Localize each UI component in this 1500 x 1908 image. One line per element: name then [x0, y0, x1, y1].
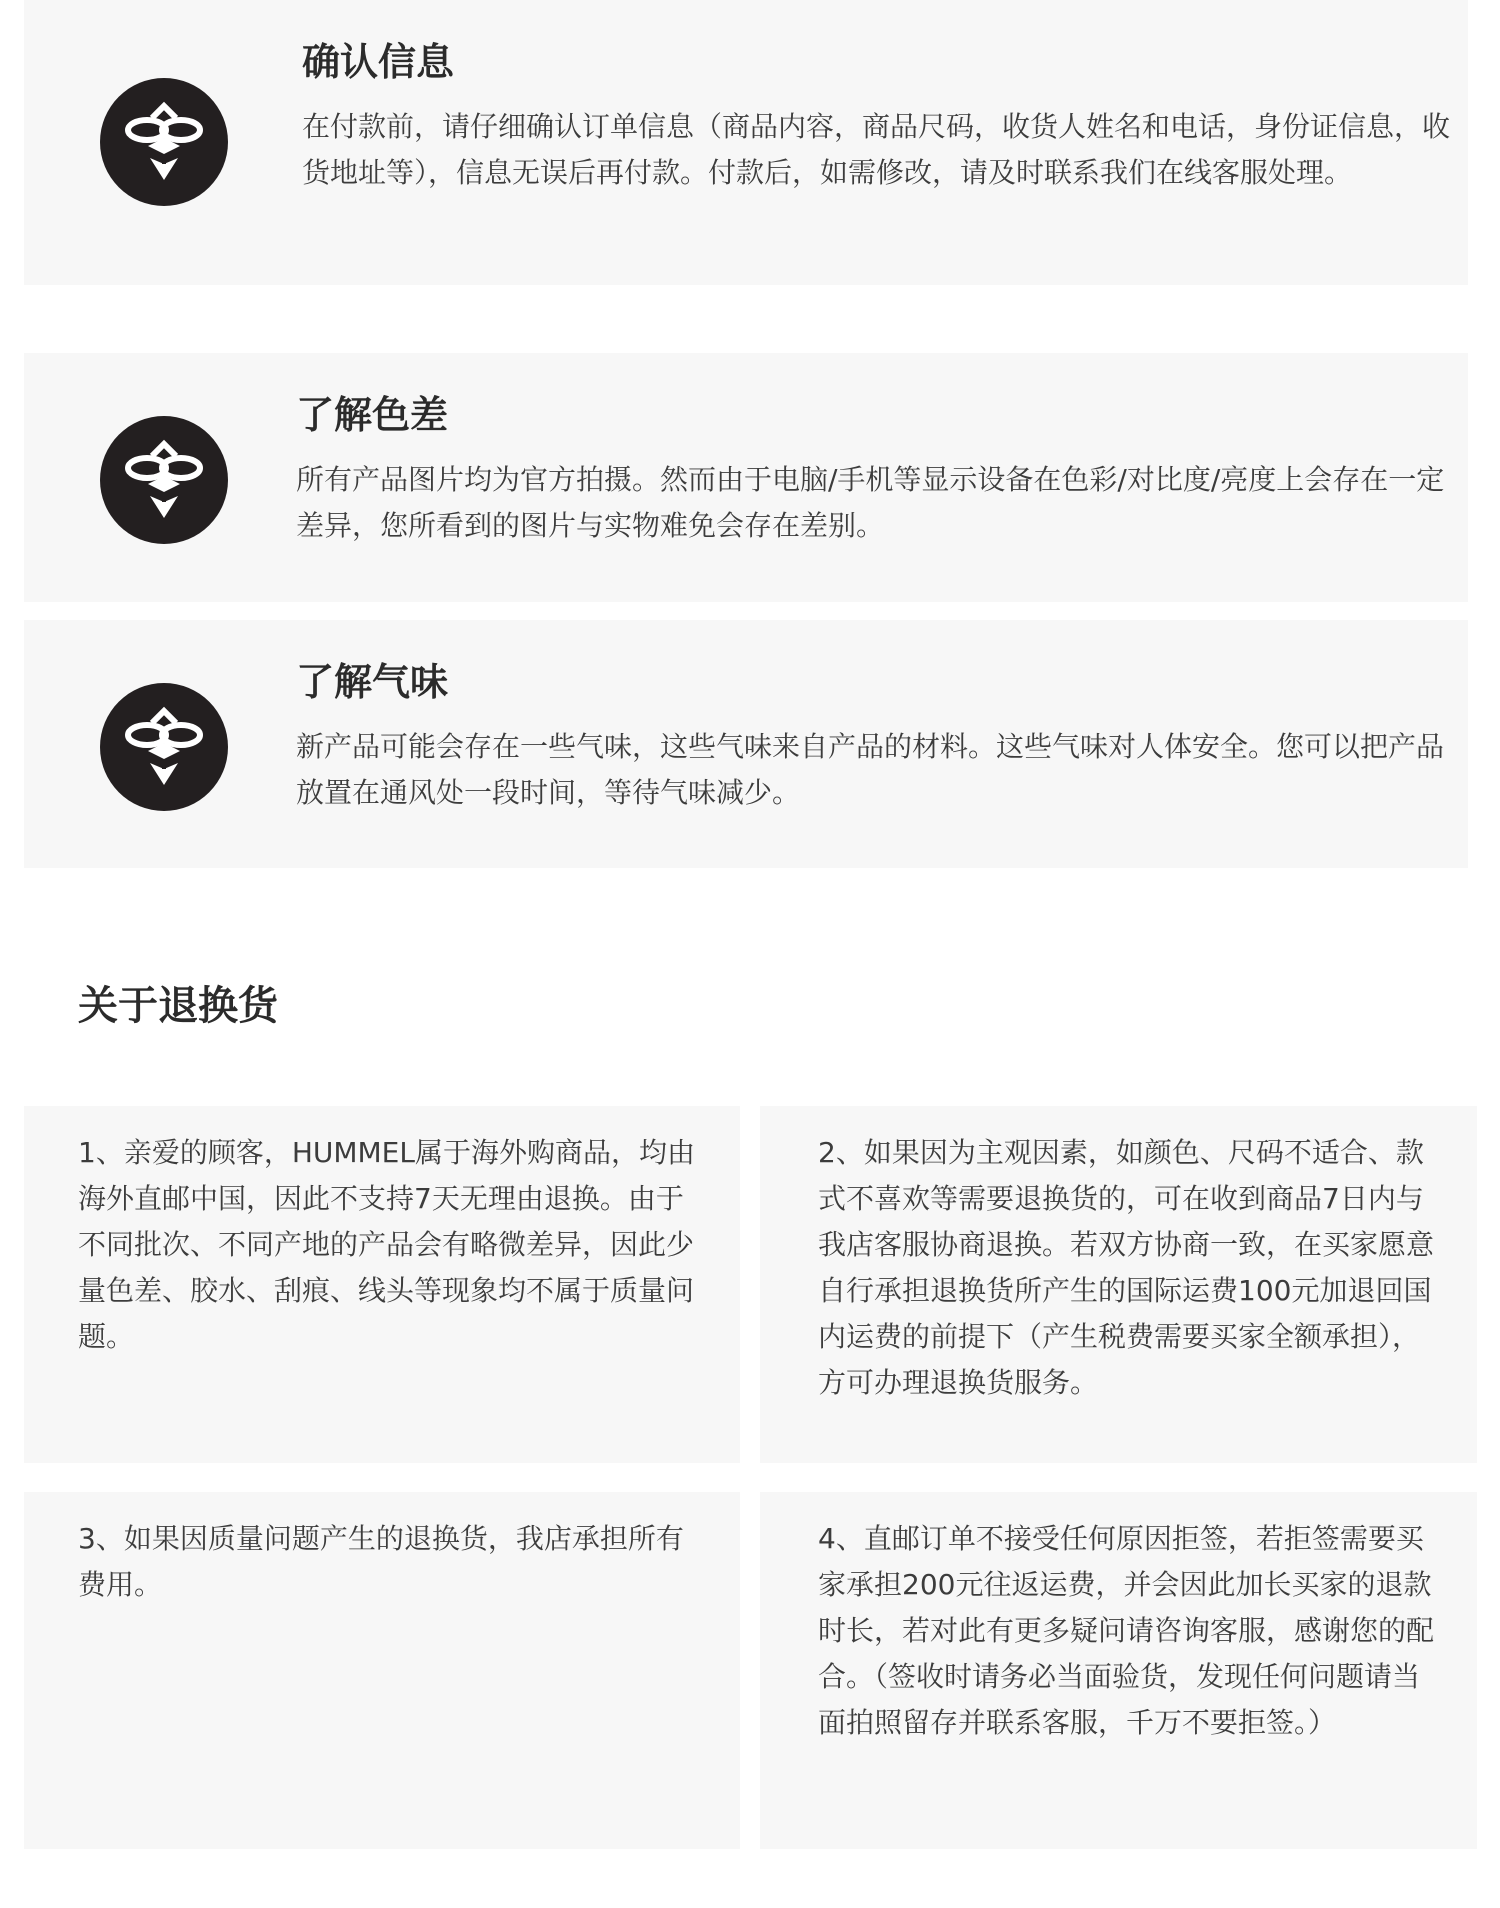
return-policy-card [24, 1106, 740, 1463]
return-policy-text: 4、直邮订单不接受任何原因拒签，若拒签需要买家承担200元往返运费，并会因此加长买家的退款时长，若对此有更多疑问请咨询客服，感谢您的配合。（签收时请务必当面验货，发现任何问题请当面拍照留存并联系客服，千万不要拒签。） [818, 1522, 1435, 1739]
card-text: 在付款前，请仔细确认订单信息（商品内容，商品尺码，收货人姓名和电话，身份证信息，收货地址等），信息无误后再付款。付款后，如需修改，请及时联系我们在线客服处理。 [302, 110, 1451, 189]
info-card-color-difference [24, 353, 1468, 602]
info-card-confirm [24, 0, 1468, 285]
return-policy-card [760, 1106, 1477, 1463]
return-policy-card [24, 1492, 740, 1849]
return-policy-text: 3、如果因质量问题产生的退换货，我店承担所有费用。 [78, 1522, 684, 1601]
return-policy-text: 2、如果因为主观因素，如颜色、尺码不适合、款式不喜欢等需要退换货的，可在收到商品7日内与我店客服协商退换。若双方协商一致，在买家愿意自行承担退换货所产生的国际运费100元加退回国内运费的前提下（产生税费需要买家全额承担），方可办理退换货服务。 [818, 1136, 1435, 1399]
hummel-bee-logo-icon [100, 78, 228, 206]
return-policy-card [760, 1492, 1477, 1849]
hummel-bee-logo-icon [100, 416, 228, 544]
returns-section-title: 关于退换货 [78, 983, 278, 1029]
card-text: 新产品可能会存在一些气味，这些气味来自产品的材料。这些气味对人体安全。您可以把产品放置在通风处一段时间，等待气味减少。 [296, 730, 1445, 809]
card-title: 了解色差 [296, 393, 449, 437]
card-title: 确认信息 [302, 40, 455, 84]
info-card-smell [24, 620, 1468, 868]
hummel-bee-logo-icon [100, 683, 228, 811]
card-title: 了解气味 [296, 660, 449, 704]
return-policy-text: 1、亲爱的顾客，HUMMEL属于海外购商品，均由海外直邮中国，因此不支持7天无理由退换。由于不同批次、不同产地的产品会有略微差异，因此少量色差、胶水、刮痕、线头等现象均不属于质量问题。 [78, 1136, 695, 1353]
card-text: 所有产品图片均为官方拍摄。然而由于电脑/手机等显示设备在色彩/对比度/亮度上会存在一定差异，您所看到的图片与实物难免会存在差别。 [296, 463, 1445, 542]
